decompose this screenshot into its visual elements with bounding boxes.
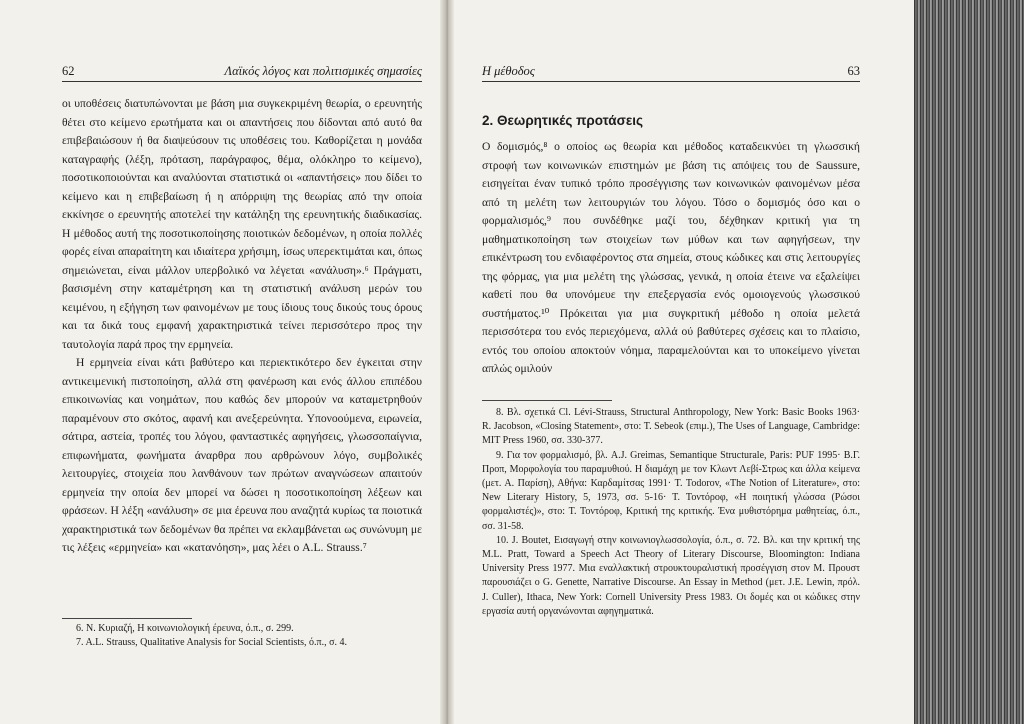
left-page [0,0,440,724]
left-paragraph-2: Η ερμηνεία είναι κάτι βαθύτερο και περιεκτικότερο δεν έγκειται στην αντικειμενική πιστοποίηση, αλλά στη φανέρωση και ενός άλλου επιπέδου επικοινωνίας και νοημάτων, που καθώς δεν μπορούν να καταμετρηθούν παραμένουν στο σκότος, αφανή και ανεξερεύνητα. Υπονοούμενα, ειρωνεία, σάτιρα, αστεία, τροπές του λόγου, φανταστικές αφηγήσεις, γλωσσοπαίγνια, επιφωνήματα, φωνήματα άναρθρα που αρθρώνουν λόγο, συμβολικές λειτουργίες, στοιχεία που λανθάνουν των πρώτων αναγνώσεων απαιτούν ερμηνεία την οποία δεν μπορεί να δώσει η ποσοτικοποίηση λέξεων και φράσεων. Η λέξη «ανάλυση» σε μια έρευνα που αναζητά κυρίως τα ποιοτικά χαρακτηριστικά των δεδομένων θα πρέπει να εκλαμβάνεται ως συνώνυμη με τις λέξεις «ερμηνεία» και «κατανόηση», μας λέει ο A.L. Strauss.⁷ [62,356,422,554]
left-footnote-rule [62,618,192,619]
right-footnote-rule [482,400,612,401]
left-paragraph-1: οι υποθέσεις διατυπώνονται με βάση μια συγκεκριμένη θεωρία, ο ερευνητής θέτει στο κείμενο ερωτήματα και οι απαντήσεις που δίδονται από αυτό θα επιβεβαιώσουν ή θα διαψεύσουν τις υποθέσεις του. Καθορίζεται η μονάδα καταγραφής (λέξη, πρόταση, παράγραφος, θέμα, ολόκληρο το κείμενο), ποσοτικοποιούνται και αναλύονται στατιστικά οι «απαντήσεις» που δίδει το κείμενο και η επιβεβαίωση ή η απόρριψη της θεωρίας από την οποία εκκίνησε ο ερευνητής αποτελεί την κατάληξη της ερευνητικής διαδικασίας. Η μέθοδος αυτή της ποσοτικοποίησης ποιοτικών δεδομένων, η οποία πολλές φορές είναι απαραίτητη και ιδιαίτερα χρήσιμη, ίσως υπερεκτιμάται και, όπως σημειώνεται, είναι μάλλον υπερβολικό να λέγεται «ανάλυση».⁶ Πράγματι, βασισμένη στην καταμέτρηση και τη στατιστική ανάλυση μερών του κειμένου, η εξήγηση των φαινομένων με τους ίδιους τους δικούς τους όρους και τα δικά τους εμφανή χαρακτηριστικά τείνει περισσότερο προς την ταυτολογία παρά προς την ερμηνεία. [62,97,422,351]
left-footnotes [62,622,422,650]
book-gutter [440,0,454,724]
left-page-number: 62 [62,64,75,78]
right-body-text [482,138,860,379]
left-body-text [62,95,422,558]
page-stack-edge [914,0,1024,724]
footnote-9: 9. Για τον φορμαλισμό, βλ. A.J. Greimas, Semantique Structurale, Paris: PUF 1995· B.Γ. Προπ, Μορφολογία του παραμυθιού. Η διαμάχη με τον Κλωντ Λεβί-Στρως και άλλα κείμενα (μετ. Α. Παρίση), Αθήνα: Καρδαμίτσας 1991· T. Todorov, «The Notion of Literature», στο: New Literary History, 5, 1973, σσ. 5-16· Τ. Τοντόροφ, «Η ποιητική γλώσσα (Ρώσοι φορμαλιστές)», στο: Τ. Τοντόροφ, Κριτική της κριτικής. Ένα μυθιστόρημα μαθητείας, ό.π., σσ. 31-58. [482,449,860,532]
left-running-title: Λαϊκός λόγος και πολιτισμικές σημασίες [224,64,422,78]
right-running-head [482,64,860,79]
right-footnotes [482,406,860,619]
right-page [454,0,914,724]
footnote-7: 7. A.L. Strauss, Qualitative Analysis for Social Scientists, ό.π., σ. 4. [76,637,347,649]
left-running-head [62,64,422,79]
left-header-rule [62,81,422,82]
right-running-title: Η μέθοδος [482,64,535,78]
section-heading: 2. Θεωρητικές προτάσεις [482,113,644,128]
footnote-6: 6. N. Κυριαζή, Η κοινωνιολογική έρευνα, ό.π., σ. 299. [76,623,294,634]
footnote-10: 10. J. Boutet, Εισαγωγή στην κοινωνιογλωσσολογία, ό.π., σ. 72. Βλ. και την κριτική της M.L. Pratt, Toward a Speech Act Theory of Literary Discourse, Bloomington: Indiana University Press 1977. Μια εναλλακτική στρουκτουραλιστική προσέγγιση στον M. Προυστ παρουσιάζει ο G. Genette, Narrative Discourse. An Essay in Method (μετ. J.E. Lewin, πρόλ. J. Culler), Ithaca, New York: Cornell University Press 1983. Οι δομές και οι κώδικες στην εργασία αυτή οργανώνονται αφηγηματικά. [482,534,860,617]
footnote-8: 8. Βλ. σχετικά Cl. Lévi-Strauss, Structural Anthropology, New York: Basic Books 1963· R. Jacobson, «Closing Statement», στο: T. Sebeok (επιμ.), The Uses of Language, Cambridge: MIT Press 1960, σσ. 330-377. [482,407,860,447]
right-header-rule [482,81,860,82]
right-page-number: 63 [847,64,860,78]
right-paragraph-1: Ο δομισμός,⁸ ο οποίος ως θεωρία και μέθοδος καταδεικνύει τη γλωσσική στροφή των κοινωνικών επιστημών με βάση τις απόψεις του de Saussure, εισηγείται έναν τυπικό τρόπο προσέγγισης των κοινωνικών φαινομένων μέσα από τη μελέτη των λειτουργιών του λόγου. Τόσο ο δομισμός όσο και ο φορμαλισμός,⁹ που συνδέθηκε μαζί του, δέχθηκαν κριτική για τη μαθηματικοποίηση των στοιχείων των μύθων και των αφηγήσεων, την επικέντρωση του ενδιαφέροντος στα σημεία, στους κώδικες και στις λειτουργίες της φόρμας, για μια μελέτη της γλώσσας, γενικά, η οποία έτεινε να εξαλείψει καθετί που θα υπονόμευε την επεξεργασία ενός ομοιογενούς γλωσσικού συστήματος.¹⁰ Πρόκειται για μια συγκριτική μέθοδο η οποία μελετά περισσότερα του ενός περιεχόμενα, αλλά ού βαθύτερες σχέσεις και το πλαίσιο, εντός του οποίου αποκτούν νόημα, παραμελούνται και το υποκείμενο γίνεται απλώς ομιλούν [482,140,860,375]
